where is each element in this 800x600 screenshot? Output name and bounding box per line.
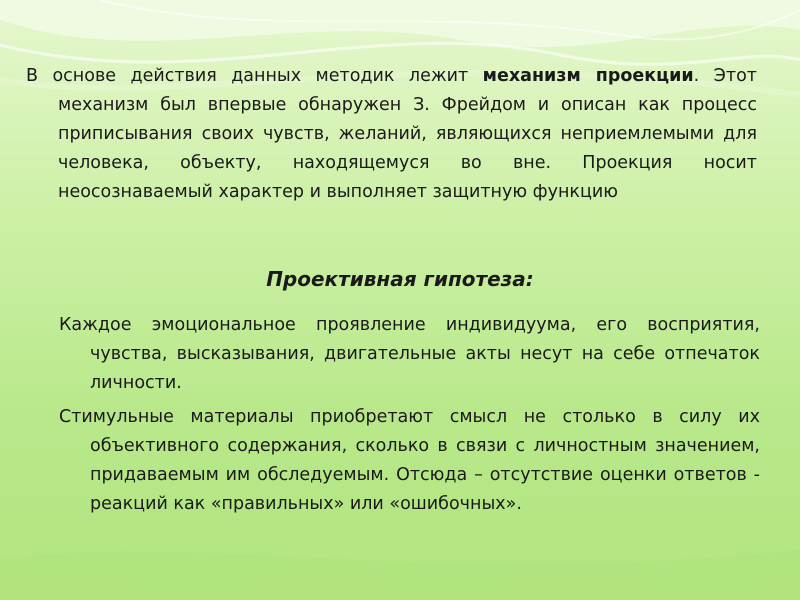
hypothesis-paragraph-1: Каждое эмоциональное проявление индивидуума, его восприятия, чувства, высказывания, двигательные акты несут на себе отпечаток личности. [59,315,760,393]
intro-emphasis: механизм проекции [482,66,694,86]
hypothesis-paragraph-2: Стимульные материалы приобретают смысл не столько в силу их объективного содержания, сколько в связи с личностным значением, придаваемым им обследуемым. Отсюда – отсутствие оценки ответов - реакций как «правильных» или «ошибочных». [59,407,760,514]
intro-text-before: В основе действия данных методик лежит [26,66,483,86]
section-heading: Проективная гипотеза: [266,267,534,291]
intro-text-after: . Этот механизм был впервые обнаружен З. Фрейдом и описан как процесс приписывания своих чувств, желаний, являющихся неприемлемыми для человека, объекту, находящемуся во вне. Проекция носит неосознаваемый характер и выполняет защитную функцию [58,66,757,202]
intro-paragraph [26,62,757,207]
